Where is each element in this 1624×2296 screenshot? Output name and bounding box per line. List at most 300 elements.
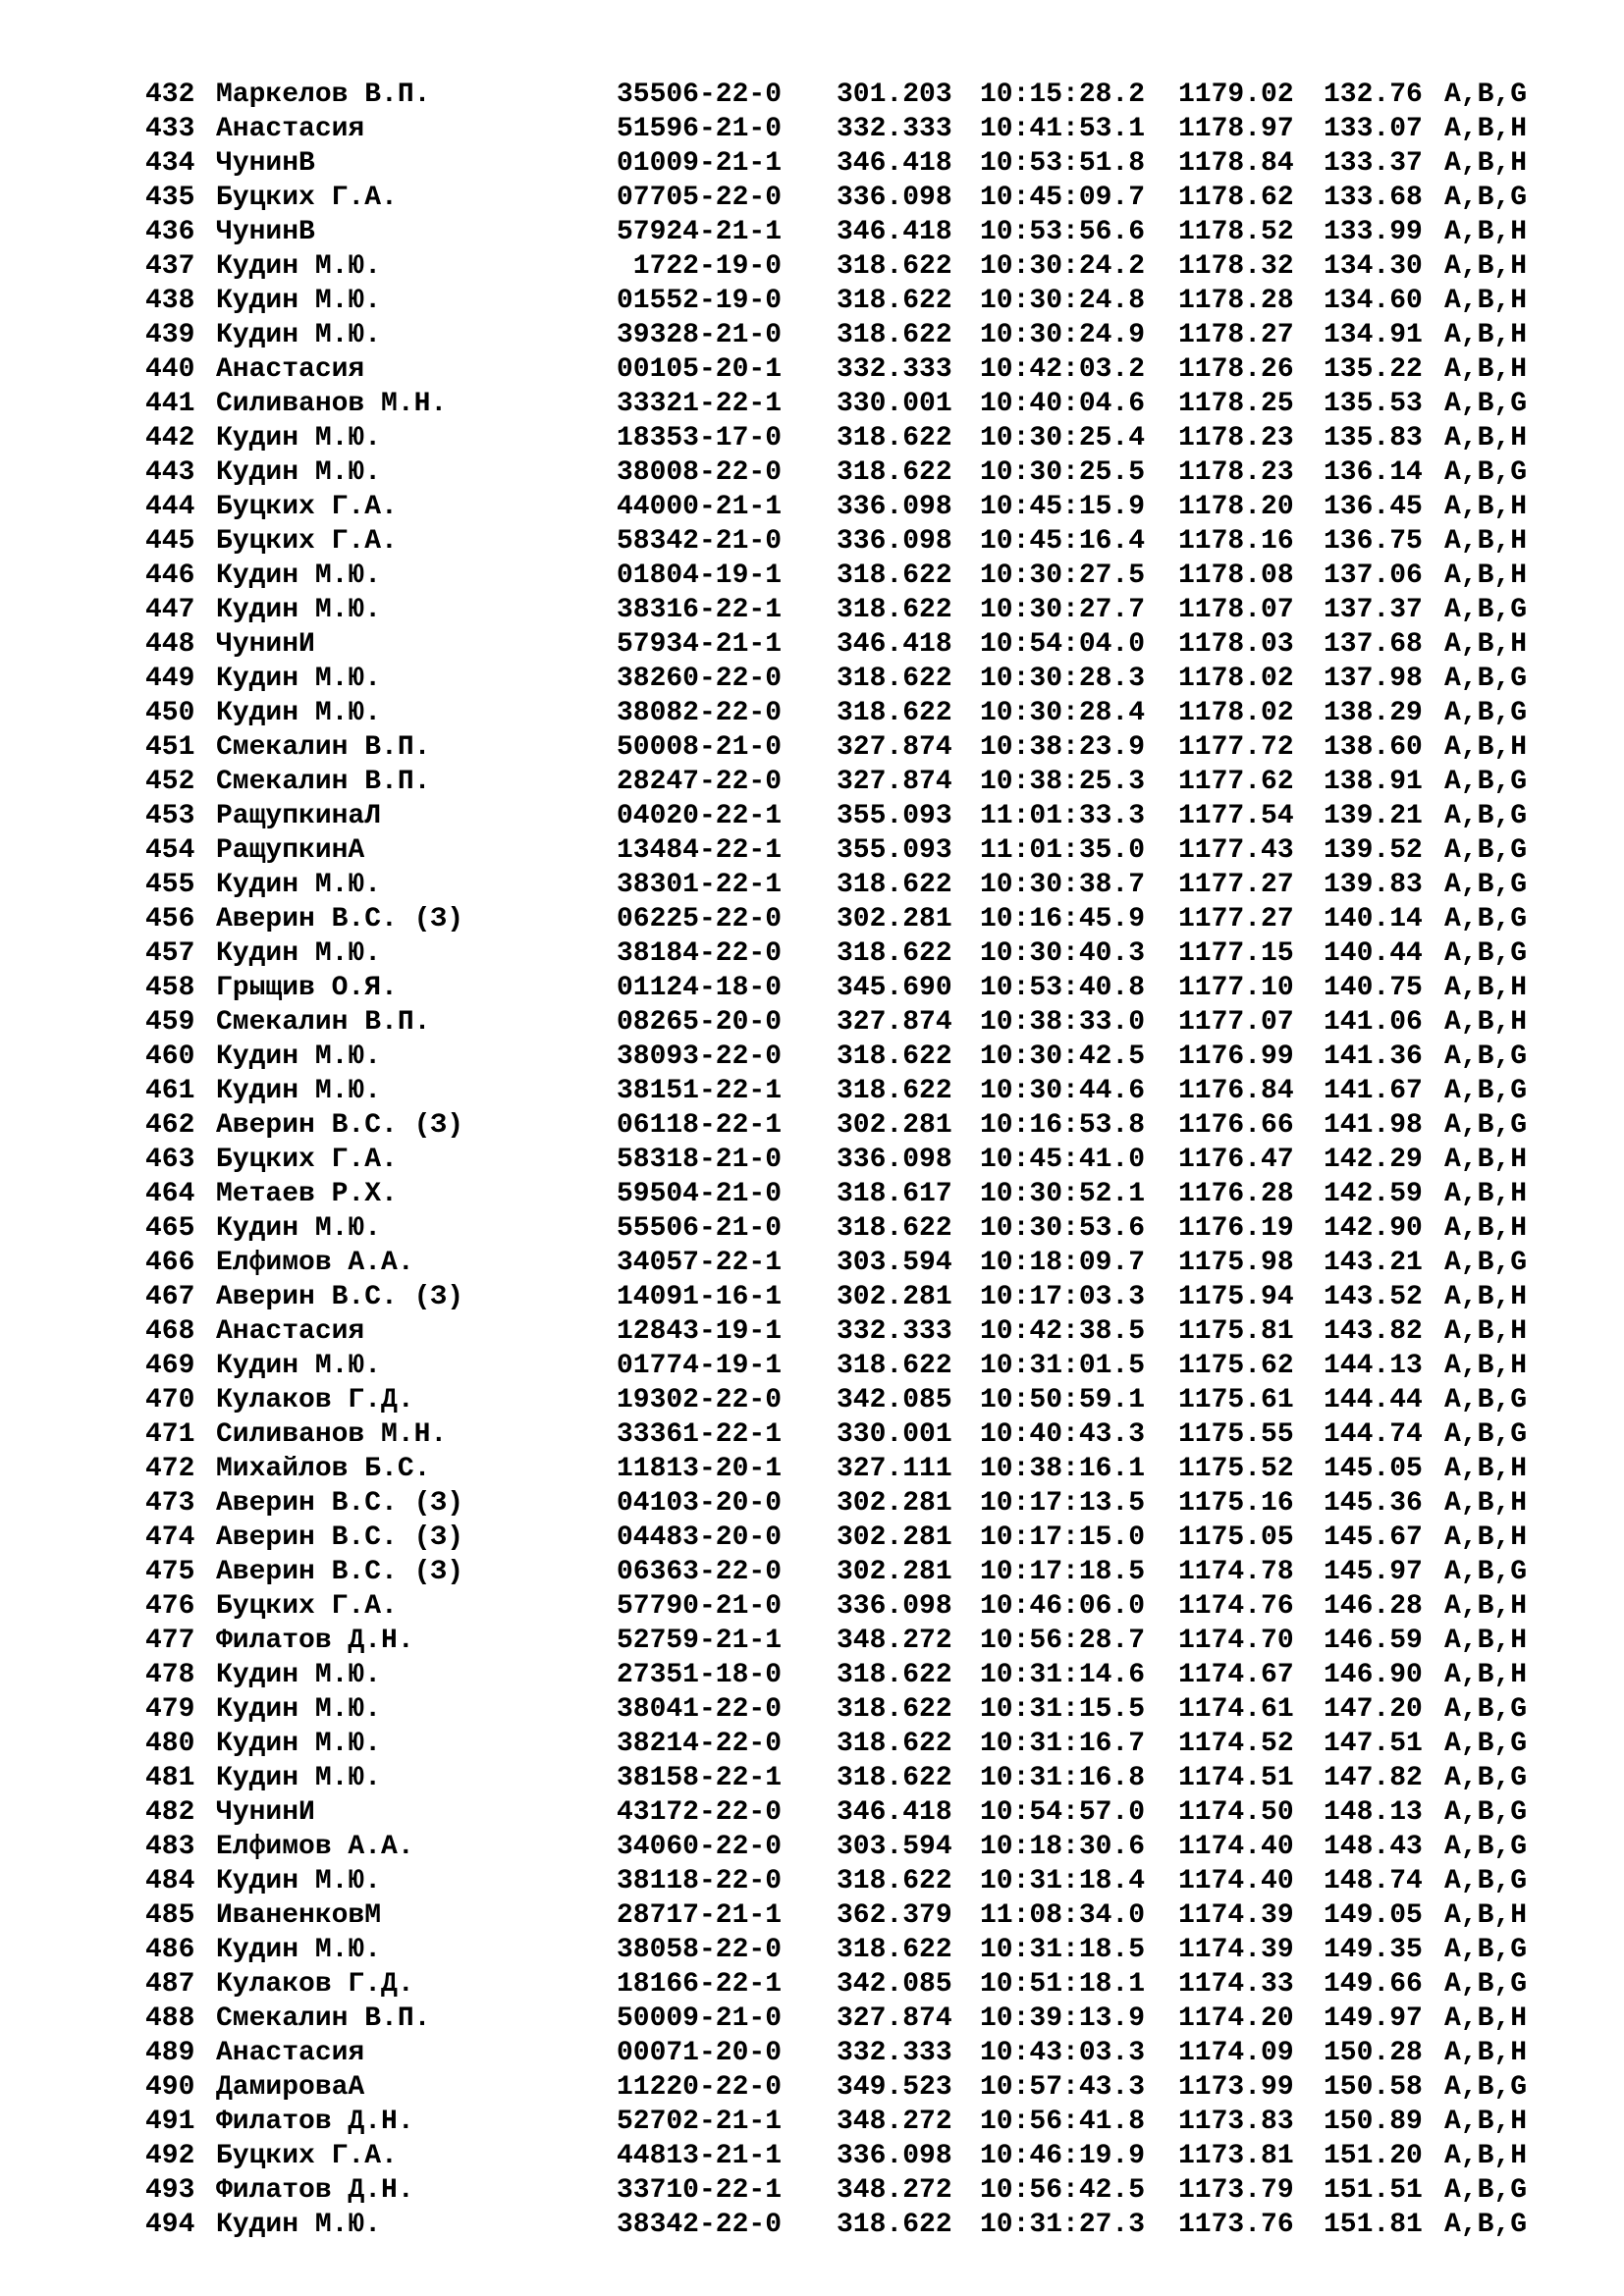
distance-value: 318.622 <box>837 561 952 591</box>
ring-number: 28717-21-1 <box>616 1900 782 1931</box>
class-codes: A,B,H <box>1444 732 1528 763</box>
class-codes: A,B,H <box>1444 1213 1528 1244</box>
row-number: 487 <box>145 1969 195 2000</box>
class-codes: A,B,G <box>1444 1041 1528 1072</box>
table-row <box>145 2105 1549 2139</box>
table-row <box>145 387 1549 421</box>
class-codes: A,B,G <box>1444 2210 1528 2240</box>
row-number: 444 <box>145 492 195 522</box>
row-number: 462 <box>145 1110 195 1141</box>
row-number: 490 <box>145 2072 195 2103</box>
points-value: 141.06 <box>1324 1007 1423 1038</box>
table-row <box>145 1933 1549 1967</box>
speed-value: 1174.40 <box>1178 1866 1294 1896</box>
table-row <box>145 1246 1549 1280</box>
distance-value: 318.622 <box>837 1660 952 1690</box>
row-number: 449 <box>145 664 195 694</box>
points-value: 145.97 <box>1324 1557 1423 1587</box>
speed-value: 1174.39 <box>1178 1935 1294 1965</box>
points-value: 147.51 <box>1324 1729 1423 1759</box>
class-codes: A,B,H <box>1444 561 1528 591</box>
arrival-time: 10:30:38.7 <box>980 870 1146 900</box>
arrival-time: 10:42:38.5 <box>980 1316 1146 1347</box>
table-row <box>145 1967 1549 2002</box>
ring-number: 34060-22-0 <box>616 1832 782 1862</box>
ring-number: 38082-22-0 <box>616 698 782 728</box>
ring-number: 43172-22-0 <box>616 1797 782 1828</box>
fancier-name: Елфимов А.А. <box>216 1248 414 1278</box>
points-value: 138.29 <box>1324 698 1423 728</box>
distance-value: 342.085 <box>837 1385 952 1415</box>
class-codes: A,B,H <box>1444 1145 1528 1175</box>
distance-value: 318.622 <box>837 1041 952 1072</box>
arrival-time: 10:31:14.6 <box>980 1660 1146 1690</box>
arrival-time: 10:31:16.7 <box>980 1729 1146 1759</box>
arrival-time: 10:41:53.1 <box>980 114 1146 144</box>
table-row <box>145 1143 1549 1177</box>
ring-number: 38184-22-0 <box>616 938 782 969</box>
points-value: 141.36 <box>1324 1041 1423 1072</box>
points-value: 144.74 <box>1324 1419 1423 1450</box>
speed-value: 1174.70 <box>1178 1626 1294 1656</box>
ring-number: 52702-21-1 <box>616 2107 782 2137</box>
distance-value: 303.594 <box>837 1832 952 1862</box>
distance-value: 318.622 <box>837 664 952 694</box>
points-value: 150.89 <box>1324 2107 1423 2137</box>
class-codes: A,B,G <box>1444 938 1528 969</box>
class-codes: A,B,H <box>1444 1007 1528 1038</box>
arrival-time: 10:54:04.0 <box>980 629 1146 660</box>
class-codes: A,B,H <box>1444 1351 1528 1381</box>
row-number: 484 <box>145 1866 195 1896</box>
class-codes: A,B,G <box>1444 1866 1528 1896</box>
fancier-name: Аверин В.С. (З) <box>216 1488 464 1519</box>
table-row <box>145 902 1549 936</box>
class-codes: A,B,G <box>1444 183 1528 213</box>
arrival-time: 10:17:18.5 <box>980 1557 1146 1587</box>
ring-number: 58318-21-0 <box>616 1145 782 1175</box>
distance-value: 327.874 <box>837 1007 952 1038</box>
speed-value: 1178.28 <box>1178 286 1294 316</box>
fancier-name: ЧунинИ <box>216 1797 315 1828</box>
row-number: 470 <box>145 1385 195 1415</box>
ring-number: 13484-22-1 <box>616 835 782 866</box>
ring-number: 18353-17-0 <box>616 423 782 454</box>
speed-value: 1174.52 <box>1178 1729 1294 1759</box>
points-value: 147.82 <box>1324 1763 1423 1793</box>
speed-value: 1174.67 <box>1178 1660 1294 1690</box>
row-number: 463 <box>145 1145 195 1175</box>
ring-number: 51596-21-0 <box>616 114 782 144</box>
distance-value: 318.622 <box>837 1729 952 1759</box>
class-codes: A,B,H <box>1444 526 1528 557</box>
fancier-name: Филатов Д.Н. <box>216 2175 414 2206</box>
points-value: 140.44 <box>1324 938 1423 969</box>
arrival-time: 10:30:25.5 <box>980 457 1146 488</box>
speed-value: 1174.61 <box>1178 1694 1294 1725</box>
distance-value: 362.379 <box>837 1900 952 1931</box>
points-value: 140.75 <box>1324 973 1423 1003</box>
speed-value: 1178.07 <box>1178 595 1294 625</box>
fancier-name: Кудин М.Ю. <box>216 561 382 591</box>
points-value: 149.05 <box>1324 1900 1423 1931</box>
speed-value: 1174.39 <box>1178 1900 1294 1931</box>
points-value: 137.68 <box>1324 629 1423 660</box>
class-codes: A,B,H <box>1444 286 1528 316</box>
row-number: 489 <box>145 2038 195 2068</box>
table-row <box>145 1383 1549 1417</box>
distance-value: 355.093 <box>837 835 952 866</box>
row-number: 448 <box>145 629 195 660</box>
arrival-time: 10:30:42.5 <box>980 1041 1146 1072</box>
ring-number: 18166-22-1 <box>616 1969 782 2000</box>
fancier-name: Кудин М.Ю. <box>216 1694 382 1725</box>
distance-value: 332.333 <box>837 1316 952 1347</box>
row-number: 475 <box>145 1557 195 1587</box>
speed-value: 1176.84 <box>1178 1076 1294 1106</box>
ring-number: 33361-22-1 <box>616 1419 782 1450</box>
row-number: 438 <box>145 286 195 316</box>
class-codes: A,B,H <box>1444 629 1528 660</box>
distance-value: 302.281 <box>837 1488 952 1519</box>
row-number: 457 <box>145 938 195 969</box>
distance-value: 301.203 <box>837 80 952 110</box>
row-number: 473 <box>145 1488 195 1519</box>
class-codes: A,B,G <box>1444 1729 1528 1759</box>
row-number: 455 <box>145 870 195 900</box>
table-row <box>145 1108 1549 1143</box>
row-number: 435 <box>145 183 195 213</box>
row-number: 456 <box>145 904 195 934</box>
row-number: 468 <box>145 1316 195 1347</box>
distance-value: 336.098 <box>837 2141 952 2171</box>
table-row <box>145 971 1549 1005</box>
table-row <box>145 1521 1549 1555</box>
class-codes: A,B,G <box>1444 1385 1528 1415</box>
row-number: 480 <box>145 1729 195 1759</box>
speed-value: 1178.02 <box>1178 664 1294 694</box>
distance-value: 332.333 <box>837 354 952 385</box>
table-row <box>145 249 1549 284</box>
row-number: 439 <box>145 320 195 350</box>
speed-value: 1178.20 <box>1178 492 1294 522</box>
arrival-time: 10:40:43.3 <box>980 1419 1146 1450</box>
class-codes: A,B,G <box>1444 1969 1528 2000</box>
table-row <box>145 112 1549 146</box>
points-value: 146.59 <box>1324 1626 1423 1656</box>
fancier-name: Кулаков Г.Д. <box>216 1969 414 2000</box>
speed-value: 1178.25 <box>1178 389 1294 419</box>
speed-value: 1178.16 <box>1178 526 1294 557</box>
class-codes: A,B,G <box>1444 801 1528 831</box>
fancier-name: Буцких Г.А. <box>216 1145 398 1175</box>
class-codes: A,B,H <box>1444 320 1528 350</box>
ring-number: 59504-21-0 <box>616 1179 782 1209</box>
fancier-name: Кудин М.Ю. <box>216 938 382 969</box>
points-value: 151.51 <box>1324 2175 1423 2206</box>
points-value: 145.36 <box>1324 1488 1423 1519</box>
arrival-time: 10:56:41.8 <box>980 2107 1146 2137</box>
points-value: 145.05 <box>1324 1454 1423 1484</box>
distance-value: 336.098 <box>837 1145 952 1175</box>
class-codes: A,B,H <box>1444 148 1528 179</box>
row-number: 482 <box>145 1797 195 1828</box>
class-codes: A,B,H <box>1444 973 1528 1003</box>
class-codes: A,B,G <box>1444 1110 1528 1141</box>
distance-value: 318.622 <box>837 320 952 350</box>
fancier-name: Кудин М.Ю. <box>216 870 382 900</box>
points-value: 140.14 <box>1324 904 1423 934</box>
speed-value: 1173.79 <box>1178 2175 1294 2206</box>
row-number: 440 <box>145 354 195 385</box>
row-number: 464 <box>145 1179 195 1209</box>
speed-value: 1177.62 <box>1178 767 1294 797</box>
row-number: 451 <box>145 732 195 763</box>
row-number: 458 <box>145 973 195 1003</box>
row-number: 459 <box>145 1007 195 1038</box>
speed-value: 1178.26 <box>1178 354 1294 385</box>
speed-value: 1177.54 <box>1178 801 1294 831</box>
speed-value: 1178.23 <box>1178 457 1294 488</box>
table-row <box>145 524 1549 559</box>
fancier-name: Смекалин В.П. <box>216 1007 431 1038</box>
ring-number: 01804-19-1 <box>616 561 782 591</box>
table-row <box>145 284 1549 318</box>
arrival-time: 10:31:01.5 <box>980 1351 1146 1381</box>
arrival-time: 10:54:57.0 <box>980 1797 1146 1828</box>
row-number: 433 <box>145 114 195 144</box>
row-number: 492 <box>145 2141 195 2171</box>
row-number: 443 <box>145 457 195 488</box>
arrival-time: 10:30:24.9 <box>980 320 1146 350</box>
fancier-name: Метаев Р.Х. <box>216 1179 398 1209</box>
table-row <box>145 215 1549 249</box>
arrival-time: 10:30:24.8 <box>980 286 1146 316</box>
table-row <box>145 1589 1549 1624</box>
speed-value: 1174.09 <box>1178 2038 1294 2068</box>
table-row <box>145 559 1549 593</box>
distance-value: 342.085 <box>837 1969 952 2000</box>
arrival-time: 10:31:27.3 <box>980 2210 1146 2240</box>
row-number: 486 <box>145 1935 195 1965</box>
fancier-name: Кудин М.Ю. <box>216 286 382 316</box>
ring-number: 08265-20-0 <box>616 1007 782 1038</box>
fancier-name: ЧунинВ <box>216 217 315 247</box>
speed-value: 1175.55 <box>1178 1419 1294 1450</box>
ring-number: 11813-20-1 <box>616 1454 782 1484</box>
ring-number: 50009-21-0 <box>616 2003 782 2034</box>
class-codes: A,B,G <box>1444 1557 1528 1587</box>
arrival-time: 11:08:34.0 <box>980 1900 1146 1931</box>
row-number: 454 <box>145 835 195 866</box>
fancier-name: Филатов Д.Н. <box>216 1626 414 1656</box>
row-number: 447 <box>145 595 195 625</box>
fancier-name: Кудин М.Ю. <box>216 423 382 454</box>
distance-value: 318.622 <box>837 286 952 316</box>
table-row <box>145 868 1549 902</box>
arrival-time: 10:30:25.4 <box>980 423 1146 454</box>
points-value: 148.13 <box>1324 1797 1423 1828</box>
points-value: 134.91 <box>1324 320 1423 350</box>
ring-number: 38158-22-1 <box>616 1763 782 1793</box>
points-value: 144.44 <box>1324 1385 1423 1415</box>
ring-number: 00071-20-0 <box>616 2038 782 2068</box>
row-number: 477 <box>145 1626 195 1656</box>
arrival-time: 10:45:16.4 <box>980 526 1146 557</box>
points-value: 150.28 <box>1324 2038 1423 2068</box>
ring-number: 39328-21-0 <box>616 320 782 350</box>
arrival-time: 10:30:28.4 <box>980 698 1146 728</box>
points-value: 137.98 <box>1324 664 1423 694</box>
speed-value: 1179.02 <box>1178 80 1294 110</box>
fancier-name: Кудин М.Ю. <box>216 595 382 625</box>
distance-value: 318.622 <box>837 1763 952 1793</box>
fancier-name: Кудин М.Ю. <box>216 1351 382 1381</box>
points-value: 148.74 <box>1324 1866 1423 1896</box>
table-row <box>145 318 1549 352</box>
table-row <box>145 1727 1549 1761</box>
ring-number: 38260-22-0 <box>616 664 782 694</box>
ring-number: 44000-21-1 <box>616 492 782 522</box>
distance-value: 318.622 <box>837 251 952 282</box>
speed-value: 1174.20 <box>1178 2003 1294 2034</box>
arrival-time: 10:57:43.3 <box>980 2072 1146 2103</box>
row-number: 434 <box>145 148 195 179</box>
points-value: 139.21 <box>1324 801 1423 831</box>
fancier-name: Кудин М.Ю. <box>216 2210 382 2240</box>
points-value: 134.60 <box>1324 286 1423 316</box>
fancier-name: Кудин М.Ю. <box>216 320 382 350</box>
points-value: 136.45 <box>1324 492 1423 522</box>
arrival-time: 10:50:59.1 <box>980 1385 1146 1415</box>
ring-number: 04103-20-0 <box>616 1488 782 1519</box>
ring-number: 34057-22-1 <box>616 1248 782 1278</box>
points-value: 143.82 <box>1324 1316 1423 1347</box>
arrival-time: 10:51:18.1 <box>980 1969 1146 2000</box>
row-number: 446 <box>145 561 195 591</box>
fancier-name: Смекалин В.П. <box>216 2003 431 2034</box>
fancier-name: Анастасия <box>216 2038 365 2068</box>
class-codes: A,B,G <box>1444 1248 1528 1278</box>
row-number: 461 <box>145 1076 195 1106</box>
speed-value: 1176.99 <box>1178 1041 1294 1072</box>
table-row <box>145 1692 1549 1727</box>
table-row <box>145 490 1549 524</box>
arrival-time: 10:42:03.2 <box>980 354 1146 385</box>
points-value: 144.13 <box>1324 1351 1423 1381</box>
table-row <box>145 2070 1549 2105</box>
arrival-time: 10:56:28.7 <box>980 1626 1146 1656</box>
arrival-time: 10:18:09.7 <box>980 1248 1146 1278</box>
class-codes: A,B,H <box>1444 1179 1528 1209</box>
table-row <box>145 421 1549 455</box>
speed-value: 1177.15 <box>1178 938 1294 969</box>
table-row <box>145 730 1549 765</box>
arrival-time: 11:01:33.3 <box>980 801 1146 831</box>
fancier-name: Кудин М.Ю. <box>216 1763 382 1793</box>
class-codes: A,B,G <box>1444 664 1528 694</box>
points-value: 134.30 <box>1324 251 1423 282</box>
ring-number: 38008-22-0 <box>616 457 782 488</box>
speed-value: 1173.81 <box>1178 2141 1294 2171</box>
class-codes: A,B,G <box>1444 1763 1528 1793</box>
class-codes: A,B,H <box>1444 1900 1528 1931</box>
row-number: 485 <box>145 1900 195 1931</box>
distance-value: 318.622 <box>837 1694 952 1725</box>
fancier-name: ИваненковМ <box>216 1900 382 1931</box>
table-row <box>145 696 1549 730</box>
distance-value: 318.622 <box>837 1351 952 1381</box>
row-number: 481 <box>145 1763 195 1793</box>
speed-value: 1178.62 <box>1178 183 1294 213</box>
speed-value: 1177.27 <box>1178 870 1294 900</box>
class-codes: A,B,G <box>1444 2175 1528 2206</box>
speed-value: 1175.62 <box>1178 1351 1294 1381</box>
arrival-time: 10:15:28.2 <box>980 80 1146 110</box>
points-value: 136.14 <box>1324 457 1423 488</box>
row-number: 467 <box>145 1282 195 1312</box>
distance-value: 330.001 <box>837 389 952 419</box>
ring-number: 38041-22-0 <box>616 1694 782 1725</box>
speed-value: 1174.33 <box>1178 1969 1294 2000</box>
speed-value: 1177.72 <box>1178 732 1294 763</box>
row-number: 471 <box>145 1419 195 1450</box>
row-number: 494 <box>145 2210 195 2240</box>
arrival-time: 10:31:18.4 <box>980 1866 1146 1896</box>
table-row <box>145 2139 1549 2173</box>
table-row <box>145 593 1549 627</box>
distance-value: 332.333 <box>837 114 952 144</box>
points-value: 146.90 <box>1324 1660 1423 1690</box>
table-row <box>145 2173 1549 2208</box>
distance-value: 302.281 <box>837 1110 952 1141</box>
ring-number: 44813-21-1 <box>616 2141 782 2171</box>
distance-value: 348.272 <box>837 1626 952 1656</box>
class-codes: A,B,G <box>1444 2072 1528 2103</box>
table-row <box>145 1280 1549 1314</box>
ring-number: 58342-21-0 <box>616 526 782 557</box>
class-codes: A,B,H <box>1444 2003 1528 2034</box>
distance-value: 318.622 <box>837 1866 952 1896</box>
points-value: 149.66 <box>1324 1969 1423 2000</box>
class-codes: A,B,H <box>1444 251 1528 282</box>
fancier-name: Смекалин В.П. <box>216 732 431 763</box>
ring-number: 01009-21-1 <box>616 148 782 179</box>
arrival-time: 10:17:13.5 <box>980 1488 1146 1519</box>
distance-value: 330.001 <box>837 1419 952 1450</box>
table-row <box>145 662 1549 696</box>
ring-number: 06363-22-0 <box>616 1557 782 1587</box>
class-codes: A,B,G <box>1444 1832 1528 1862</box>
speed-value: 1173.83 <box>1178 2107 1294 2137</box>
class-codes: A,B,H <box>1444 1591 1528 1622</box>
class-codes: A,B,H <box>1444 1626 1528 1656</box>
fancier-name: Анастасия <box>216 114 365 144</box>
arrival-time: 10:39:13.9 <box>980 2003 1146 2034</box>
arrival-time: 10:17:15.0 <box>980 1522 1146 1553</box>
class-codes: A,B,H <box>1444 1488 1528 1519</box>
table-row <box>145 1074 1549 1108</box>
ring-number: 00105-20-1 <box>616 354 782 385</box>
ring-number: 38118-22-0 <box>616 1866 782 1896</box>
table-row <box>145 455 1549 490</box>
ring-number: 57790-21-0 <box>616 1591 782 1622</box>
distance-value: 355.093 <box>837 801 952 831</box>
table-row <box>145 936 1549 971</box>
ring-number: 38058-22-0 <box>616 1935 782 1965</box>
table-row <box>145 1211 1549 1246</box>
row-number: 437 <box>145 251 195 282</box>
